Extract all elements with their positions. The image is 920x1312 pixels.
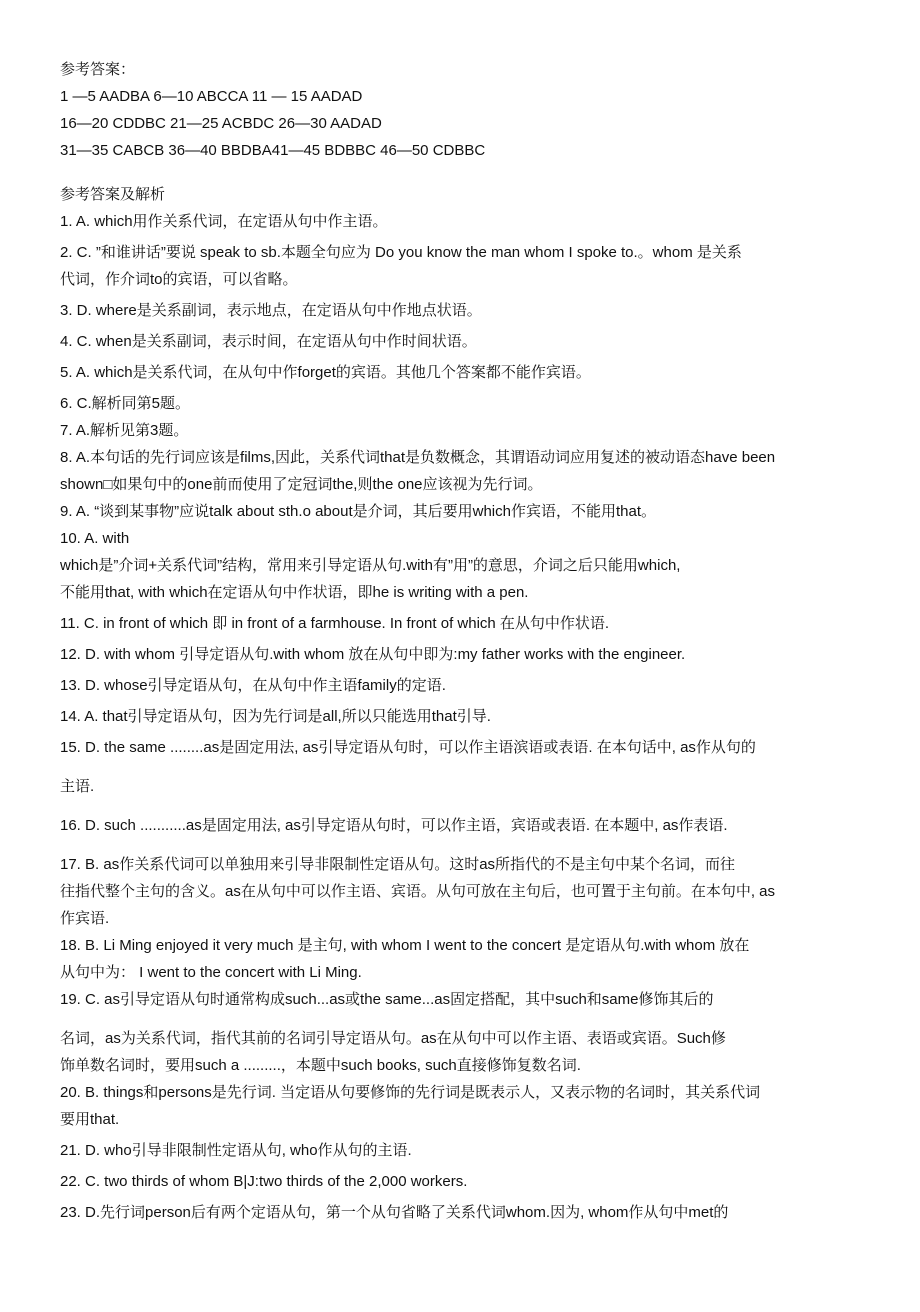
explanation-18-cont: 从句中为： I went to the concert with Li Ming. [60, 964, 362, 981]
explanation-15-cont: 主语. [60, 778, 95, 795]
explanation-8-cont: shown□如果句中的one前而使用了定冠词the,则the one应该视为先行词。 [60, 476, 543, 493]
explanation-4: 4. C. when是关系副词，表示时间，在定语从句中作时间状语。 [60, 333, 477, 350]
explanation-11: 11. C. in front of which 即 in front of a farmhouse. In front of which 在从句中作状语. [60, 615, 610, 632]
explanations-heading: 参考答案及解析 [60, 186, 166, 203]
explanation-17-cont: 作宾语. [60, 910, 110, 927]
explanation-10-cont: which是”介词+关系代词”结构，常用来引导定语从句.with有”用”的意思，介词之后只能用which, [60, 557, 681, 574]
explanation-10-cont: 不能用that, with which在定语从句中作状语，即he is writing with a pen. [60, 584, 529, 601]
explanation-9: 9. A. “谈到某事物”应说talk about sth.o about是介词，其后要用which作宾语，不能用that。 [60, 503, 656, 520]
explanation-17-cont: 往指代整个主句的含义。as在从句中可以作主语、宾语。从句可放在主句后，也可置于主句前。在本句中, as [60, 883, 776, 900]
explanation-8: 8. A.本句话的先行词应该是films,因此，关系代词that是负数概念，其谓语动词应用复述的被动语态have been [60, 449, 776, 466]
explanation-18: 18. B. Li Ming enjoyed it very much 是主句, with whom I went to the concert 是定语从句.with whom 放在 [60, 937, 750, 954]
explanation-6: 6. C.解析同第5题。 [60, 395, 191, 412]
explanation-14: 14. A. that引导定语从句，因为先行词是all,所以只能选用that引导. [60, 708, 491, 725]
explanation-19-cont: 饰单数名词时，要用such a .........，本题中such books, such直接修饰复数名词. [60, 1057, 581, 1074]
document-page [60, 56, 860, 1226]
explanation-21: 21. D. who引导非限制性定语从句, who作从句的主语. [60, 1142, 412, 1159]
explanation-2: 2. C. ”和谁讲话”要说 speak to sb.本题全句应为 Do you know the man whom I spoke to.。whom 是关系 [60, 244, 742, 261]
explanation-10: 10. A. with [60, 530, 130, 547]
answer-row: 1 —5 AADBA 6—10 ABCCA 11 — 15 AADAD [60, 88, 363, 105]
explanation-15: 15. D. the same ........as是固定用法, as引导定语从句时，可以作主语滨语或表语. 在本句话中, as作从句的 [60, 739, 756, 756]
explanation-19: 19. C. as引导定语从句时通常构成such...as或the same...as固定搭配，其中such和same修饰其后的 [60, 991, 714, 1008]
explanation-2-cont: 代词，作介词to的宾语，可以省略。 [60, 271, 298, 288]
explanation-1: 1. A. which用作关系代词，在定语从句中作主语。 [60, 213, 388, 230]
explanation-19-cont: 名词，as为关系代词，指代其前的名词引导定语从句。as在从句中可以作主语、表语或宾语。Such修 [60, 1030, 726, 1047]
explanation-12: 12. D. with whom 引导定语从句.with whom 放在从句中即为:my father works with the engineer. [60, 646, 686, 663]
explanation-13: 13. D. whose引导定语从句，在从句中作主语family的定语. [60, 677, 446, 694]
explanation-5: 5. A. which是关系代词，在从句中作forget的宾语。其他几个答案都不能作宾语。 [60, 364, 591, 381]
answer-row: 16—20 CDDBC 21—25 ACBDC 26—30 AADAD [60, 115, 382, 132]
explanation-17: 17. B. as作关系代词可以单独用来引导非限制性定语从句。这时as所指代的不是主句中某个名词，而往 [60, 856, 736, 873]
explanation-22: 22. C. two thirds of whom B|J:two thirds of the 2,000 workers. [60, 1173, 468, 1190]
explanation-23: 23. D.先行词person后有两个定语从句，第一个从句省略了关系代词whom.因为, whom作从句中met的 [60, 1204, 729, 1221]
explanation-20: 20. B. things和persons是先行词. 当定语从句要修饰的先行词是既表示人，又表示物的名词时，其关系代词 [60, 1084, 761, 1101]
explanation-20-cont: 要用that. [60, 1111, 120, 1128]
answers-heading: 参考答案： [60, 61, 136, 78]
answer-row: 31—35 CABCB 36—40 BBDBA41—45 BDBBC 46—50 CDBBC [60, 142, 486, 159]
explanation-3: 3. D. where是关系副词，表示地点，在定语从句中作地点状语。 [60, 302, 482, 319]
explanation-16: 16. D. such ...........as是固定用法, as引导定语从句时，可以作主语，宾语或表语. 在本题中, as作表语. [60, 817, 728, 834]
explanation-7: 7. A.解析见第3题。 [60, 422, 189, 439]
